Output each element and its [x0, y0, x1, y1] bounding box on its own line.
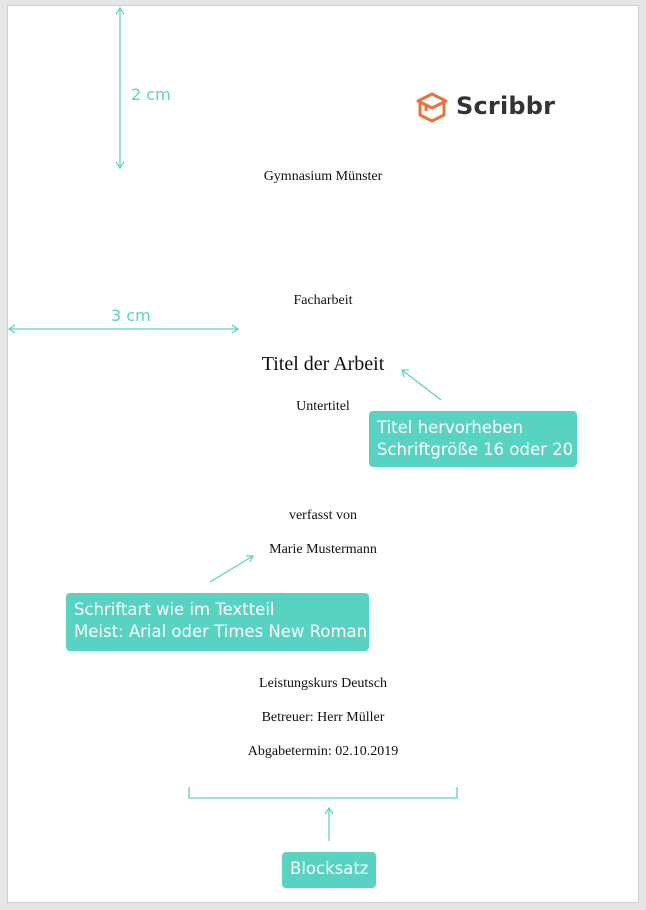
- font-callout: [66, 593, 369, 651]
- course-name: Leistungskurs Deutsch: [259, 676, 387, 691]
- callout-line: Schriftgröße 16 oder 20: [377, 440, 574, 459]
- document-subtitle: Untertitel: [296, 399, 350, 414]
- left-margin-label: 3 cm: [111, 306, 151, 325]
- author-name: Marie Mustermann: [269, 542, 377, 557]
- callout-line: Titel hervorheben: [377, 418, 524, 437]
- written-by-label: verfasst von: [288, 508, 358, 523]
- deadline: Abgabetermin: 02.10.2019: [247, 744, 399, 759]
- document-type: Facharbeit: [293, 293, 353, 308]
- title-highlight-callout: [369, 411, 577, 467]
- graduation-cap-box-icon: [414, 89, 450, 123]
- callout-line: Meist: Arial oder Times New Roman: [74, 622, 368, 641]
- font-pointer-arrow: [210, 556, 253, 582]
- alignment-bracket: [189, 787, 457, 798]
- logo-text: Scribbr: [456, 92, 556, 120]
- document-title: Titel der Arbeit: [261, 353, 385, 375]
- school-name: Gymnasium Münster: [263, 169, 383, 184]
- scribbr-logo: [414, 89, 555, 123]
- alignment-callout: [282, 852, 376, 888]
- callout-line: Schriftart wie im Textteil: [74, 600, 275, 619]
- top-margin-label: 2 cm: [131, 85, 171, 104]
- callout-line: Blocksatz: [290, 859, 369, 878]
- supervisor: Betreuer: Herr Müller: [261, 710, 385, 725]
